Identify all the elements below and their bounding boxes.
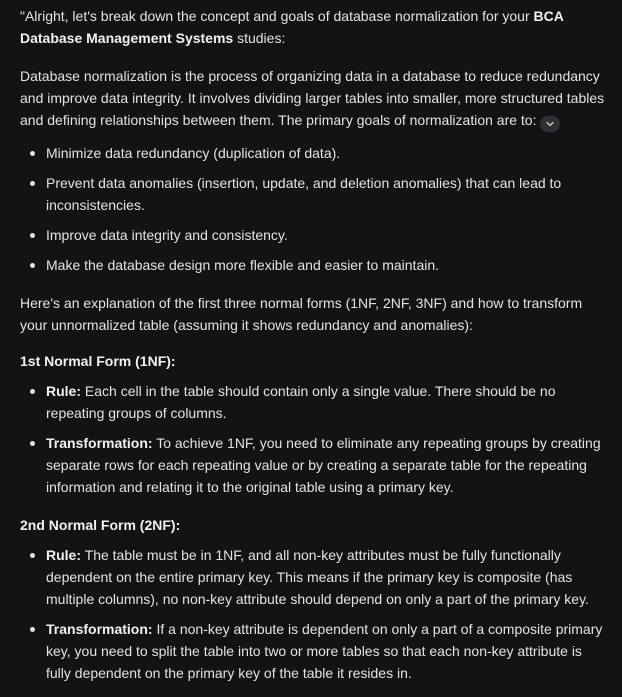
section-list-2nf	[20, 544, 610, 684]
section-heading-1nf: 1st Normal Form (1NF):	[20, 353, 176, 369]
transformation-label: Transformation:	[46, 621, 153, 637]
transformation-text: If a non-key attribute is dependent on only a part of a composite primary key, you need to split the table into two or more tables so that each non-key attribute is fully dependent on the primary key of the table it resides in.	[46, 621, 603, 681]
goal-item: Improve data integrity and consistency.	[20, 224, 610, 246]
transformation-item	[20, 432, 610, 498]
overview-paragraph	[20, 65, 610, 132]
intro-bold-course: BCA Database Management Systems	[20, 8, 564, 46]
intro-suffix: studies:	[233, 30, 286, 46]
rule-item	[20, 380, 610, 424]
goal-item: Minimize data redundancy (duplication of data).	[20, 142, 610, 164]
intro-prefix: "Alright, let's break down the concept and goals of database normalization for your	[20, 8, 534, 24]
goal-item: Prevent data anomalies (insertion, update, and deletion anomalies) that can lead to inconsistencies.	[20, 172, 610, 216]
transformation-item	[20, 618, 610, 684]
rule-item	[20, 544, 610, 610]
rule-text: Each cell in the table should contain only a single value. There should be no repeating groups of columns.	[46, 383, 556, 421]
rule-label: Rule:	[46, 383, 81, 399]
rule-text: The table must be in 1NF, and all non-key attributes must be fully functionally dependent on the entire primary key. This means if the primary key is composite (has multiple columns), no non-key attribute should depend on only a part of the primary key.	[46, 547, 589, 607]
goal-item: Make the database design more flexible and easier to maintain.	[20, 254, 610, 276]
rule-label: Rule:	[46, 547, 81, 563]
source-expand-chip[interactable]	[540, 116, 560, 132]
transition-paragraph: Here's an explanation of the first three normal forms (1NF, 2NF, 3NF) and how to transform your unnormalized table (assuming it shows redundancy and anomalies):	[20, 295, 583, 333]
chevron-down-icon	[546, 121, 554, 127]
section-list-1nf	[20, 380, 610, 498]
goals-list	[20, 142, 610, 276]
intro-paragraph	[20, 5, 610, 49]
section-heading-2nf: 2nd Normal Form (2NF):	[20, 517, 181, 533]
transformation-text: To achieve 1NF, you need to eliminate any repeating groups by creating separate rows for each repeating value or by creating a separate table for the repeating information and relating it to the original table using a primary key.	[46, 435, 601, 495]
transformation-label: Transformation:	[46, 435, 153, 451]
overview-text: Database normalization is the process of organizing data in a database to reduce redundancy and improve data integrity. It involves dividing larger tables into smaller, more structured tables and defining relationships between them. The primary goals of normalization are to:	[20, 68, 605, 128]
